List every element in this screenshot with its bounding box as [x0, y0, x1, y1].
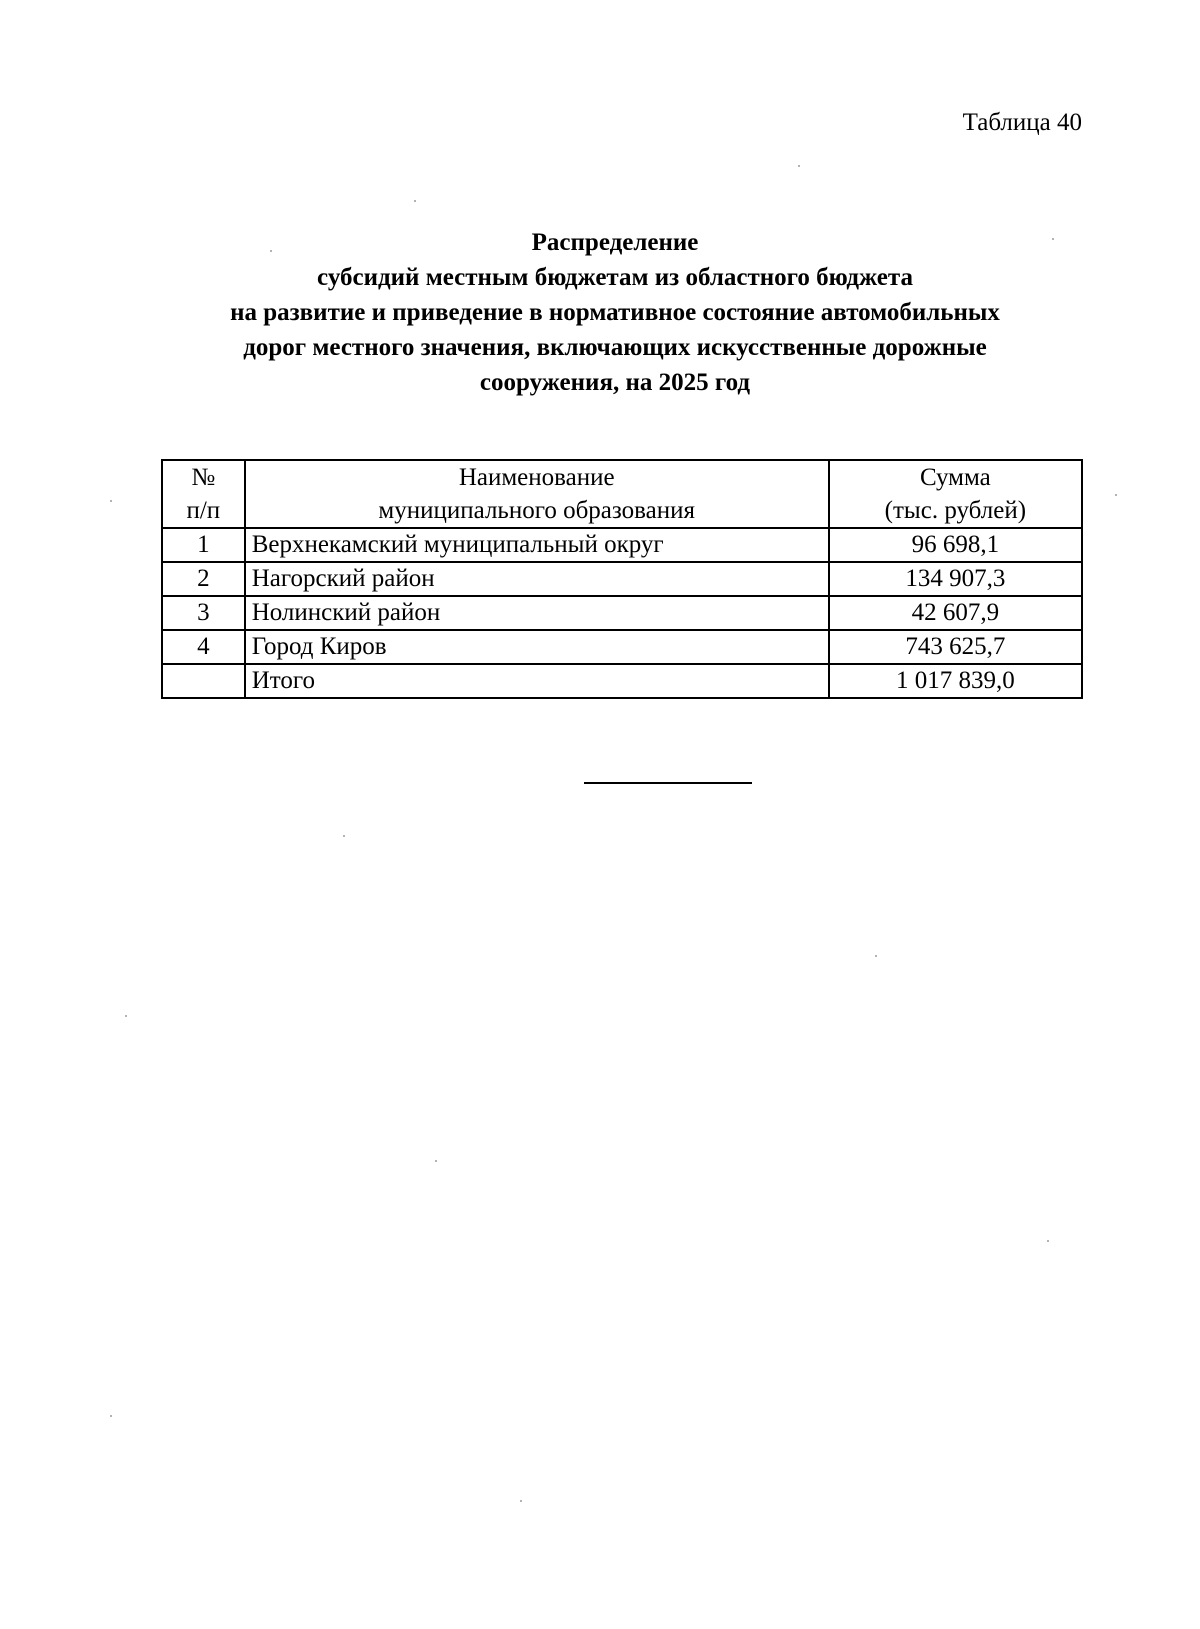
scan-speck [1052, 238, 1054, 240]
municipality-name: Верхнекамский муниципальный округ [245, 528, 829, 562]
header-sum-line-2: (тыс. рублей) [884, 497, 1027, 524]
scan-speck [125, 1015, 127, 1017]
table-row [162, 630, 1082, 664]
scan-speck [414, 200, 416, 202]
document-heading [150, 225, 1080, 400]
scan-speck [1047, 1240, 1049, 1242]
subsidy-amount: 134 907,3 [829, 562, 1082, 596]
heading-line-3: на развитие и приведение в нормативное состояние автомобильных [230, 299, 1000, 326]
total-label: Итого [245, 664, 829, 698]
header-name-line-2: муниципального образования [378, 497, 695, 524]
municipality-name: Нагорский район [245, 562, 829, 596]
closing-rule [584, 782, 752, 784]
scan-speck [798, 165, 800, 167]
heading-line-4: дорог местного значения, включающих искусственные дорожные [243, 334, 987, 361]
scan-speck [520, 1500, 522, 1502]
row-number: 3 [162, 596, 245, 630]
table-row [162, 562, 1082, 596]
table-header-row [162, 460, 1082, 528]
header-name [245, 460, 829, 528]
subsidy-amount: 96 698,1 [829, 528, 1082, 562]
table-row [162, 528, 1082, 562]
subsidy-amount: 743 625,7 [829, 630, 1082, 664]
table-number: Таблица 40 [962, 109, 1082, 136]
scan-speck [343, 835, 345, 837]
row-number: 1 [162, 528, 245, 562]
scan-speck [110, 500, 112, 502]
header-num [162, 460, 245, 528]
heading-line-2: субсидий местным бюджетам из областного бюджета [317, 264, 913, 291]
scan-speck [270, 250, 272, 252]
header-sum-line-1: Сумма [919, 464, 991, 491]
row-number: 2 [162, 562, 245, 596]
table-row [162, 596, 1082, 630]
distribution-table [161, 459, 1083, 699]
scan-speck [110, 1415, 112, 1417]
row-number: 4 [162, 630, 245, 664]
header-sum [829, 460, 1082, 528]
total-row [162, 664, 1082, 698]
total-number [162, 664, 245, 698]
header-num-line-1: № [191, 464, 216, 491]
scan-speck [1115, 494, 1117, 496]
heading-line-1: Распределение [531, 229, 699, 256]
header-name-line-1: Наименование [458, 464, 615, 491]
municipality-name: Нолинский район [245, 596, 829, 630]
scan-speck [875, 955, 877, 957]
scan-speck [435, 1160, 437, 1162]
heading-line-5: сооружения, на 2025 год [479, 369, 751, 396]
header-num-line-2: п/п [186, 497, 221, 524]
total-amount: 1 017 839,0 [829, 664, 1082, 698]
municipality-name: Город Киров [245, 630, 829, 664]
subsidy-amount: 42 607,9 [829, 596, 1082, 630]
